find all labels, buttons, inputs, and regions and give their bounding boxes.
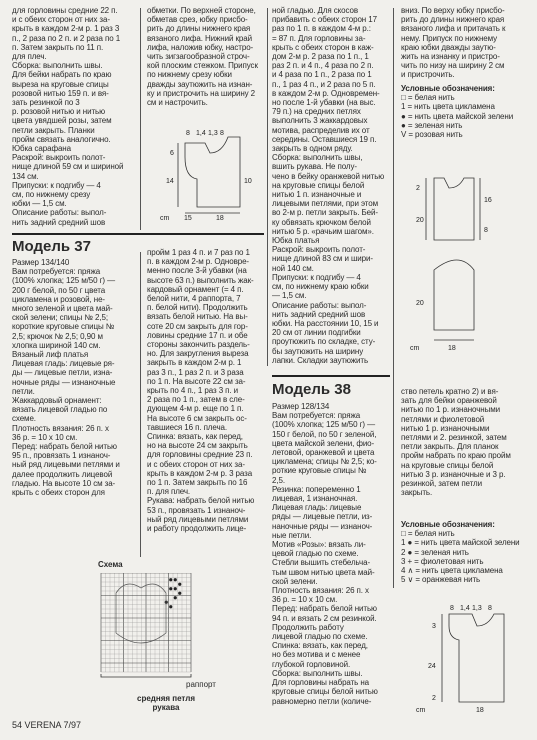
column-1-top [12, 6, 138, 227]
text-line: ные петли. [272, 530, 312, 540]
text-line: пройм набрать по краю пройм [401, 451, 511, 461]
dim-b2: 18 [216, 215, 224, 222]
pattern-diagram-model-38 [404, 604, 532, 716]
text-line: летовой, оранжевой и цвета [272, 448, 375, 458]
text-line: — 1,5 см. [272, 291, 307, 301]
rapport-label: раппорт [186, 680, 216, 689]
chart-dot [174, 578, 177, 581]
text-line: на круговые спицы белой [401, 460, 494, 470]
text-line: петлями и фиолетовой [401, 414, 485, 424]
text-line: Размер 128/134 [272, 402, 330, 411]
model-37-column-1 [12, 258, 138, 497]
text-line: по нижнему срезу юбки [147, 70, 232, 80]
text-line: чено в бейку оранжевой нитью [272, 171, 385, 181]
text-line: 20 см от линии подгибки [272, 328, 361, 338]
chart-dot [169, 578, 172, 581]
dim-h2: 24 [428, 663, 436, 670]
text-line: рить до длины нижнего края [401, 15, 505, 25]
legend-item: 5 ∨ = оранжевая нить [401, 575, 481, 585]
text-line: см и настрочить. [147, 98, 208, 108]
text-line: п., 2 раза по 2 п. и 2 раза по 1 [12, 33, 121, 43]
text-line: Резинка: попеременно 1 [272, 484, 361, 494]
text-line: п. белой нити). Продолжить [147, 303, 248, 313]
text-line: гладью. На высоте 10 см за- [12, 478, 116, 488]
text-line: и пристрочить. [401, 70, 455, 80]
text-line: п. Затем закрыть по 11 п. [12, 42, 104, 52]
dim-cm: cm [410, 345, 420, 352]
dim-h1: 6 [170, 150, 174, 157]
text-line: ство петель кратно 2) и вя- [401, 387, 499, 396]
text-line: Жаккардовый орнамент: [12, 396, 102, 406]
dim-w4: 8 [488, 605, 492, 612]
text-line: бы заутюжить на ширину [272, 346, 364, 356]
text-line: стороны закончить раздель- [147, 340, 250, 350]
text-line: Припуски: к подгибу — 4 [272, 272, 361, 282]
text-line: Для горловины набрать на [272, 678, 370, 688]
text-line: Раскрой: выкроить полот- [12, 153, 106, 163]
text-line: 2,5; крючок № 2,5; 0,90 м [12, 331, 103, 341]
dim-h4: 20 [416, 300, 424, 307]
model-38-column-1 [272, 402, 392, 706]
text-line: крыть по 4 п., 1 раз 3 п. и [147, 386, 239, 396]
chart-dot [174, 596, 177, 599]
column-rule [393, 8, 394, 588]
dim-w2: 1,4 [460, 605, 470, 612]
text-line: крыть с обеих сторон для [12, 488, 105, 498]
legend-model-37 [401, 84, 531, 139]
text-line: 134 см. [12, 171, 39, 181]
text-line: вниз. По верху юбку присбо- [401, 6, 505, 15]
dim-h1: 3 [432, 623, 436, 630]
pattern-body-shape [434, 178, 474, 240]
text-line: середины. Оставшиеся 19 п. [272, 134, 377, 144]
dim-w3: 1,3 [208, 130, 218, 137]
text-line: лицевая, 1 изнаночная. [272, 494, 358, 504]
text-line: крыть в каждом 2-м р. 3 раза [147, 468, 253, 478]
text-line: много зеленой и цвета май- [12, 304, 113, 314]
text-line: и с обеих сторон от них за- [12, 15, 110, 25]
text-line: = 87 п. Для горловины за- [272, 33, 366, 43]
text-line: юбки. На расстоянии 10, 15 и [272, 318, 379, 328]
text-line: Спинка: вязать, как перед, [272, 641, 368, 651]
text-line: Сборка: выполнить швы. [12, 61, 103, 71]
text-line: цвета увядшей розы, затем [12, 116, 112, 126]
text-line: см, по нижнему срезу [12, 190, 91, 200]
text-line: глубокой горловиной. [272, 659, 351, 669]
text-line: вязать белой нитью. На вы- [147, 312, 248, 322]
text-line: хлопка шириной 140 см. [12, 340, 101, 350]
legend-item: 1 ● = нить цвета майской зелени [401, 538, 520, 548]
text-line: нитью 1 р. изнаночными [401, 423, 490, 433]
pattern-shape [449, 614, 504, 702]
text-line: закрыть в каждом 2-м р. 1 [147, 358, 242, 368]
text-line: п. для плеч. [147, 487, 191, 497]
text-line: Продолжить работу [272, 622, 344, 632]
text-line: ный ряд лицевыми петлями и [12, 460, 120, 470]
text-line: лицевой гладью по схеме. [272, 632, 368, 642]
dim-w4: 8 [220, 130, 224, 137]
text-line: тым швом нитью цвета май- [272, 567, 375, 577]
text-line: кой плоским стежком. Припуск [147, 61, 258, 71]
text-line: 2,5. [272, 475, 285, 485]
text-line: раз 2 п. и 4 п., 4 раза по 2 п. [272, 61, 374, 71]
chart-dot [169, 605, 172, 608]
dim-h2: 2 [416, 185, 420, 192]
text-line: но. Для закругления выреза [147, 349, 249, 359]
text-line: 36 р. = 10 x 10 см. [272, 595, 338, 605]
text-line: белой нити, 4 раппорта, 7 [147, 294, 241, 304]
text-line: (100% хлопка; 125 м/50 г) — [12, 276, 115, 286]
text-line: На высоте 6 см закрыть ос- [147, 413, 247, 423]
text-line: раз 3 п., 1 раз 2 п. и 3 раза [147, 367, 244, 377]
text-line: менно после 3-й убавки (на [147, 266, 247, 276]
text-line: для горловины средние 22 п. [12, 6, 118, 15]
column-rule [140, 8, 141, 230]
column-rule [140, 252, 141, 557]
text-line: Плотность вязания: 26 п. x [272, 586, 369, 596]
text-line: и с обеих сторон от них за- [147, 459, 245, 469]
text-line: короткие круговые спицы № [12, 322, 115, 332]
text-line: 2 раза по 1 п., затем в сле- [147, 395, 245, 405]
text-line: и 4 раза по 1 п., 2 раза по 1 [272, 70, 372, 80]
legend-item: 3 + = фиолетовая нить [401, 556, 484, 566]
text-line: ный ряд лицевыми петлями [147, 514, 249, 524]
model-37-title: Модель 37 [12, 238, 91, 255]
text-line: нитью 5 р. «рачьим шагом». [272, 226, 374, 236]
text-line: дважды заутюжить на изнан- [147, 79, 253, 89]
text-line: жить на изнанку и пристро- [401, 52, 500, 62]
pattern-sleeve-shape [434, 260, 474, 330]
text-line: для горловины средние 23 п. [147, 450, 253, 460]
text-line: но без мотива и с менее [272, 650, 361, 660]
pattern-diagram-model-37 [404, 170, 532, 360]
text-line: петли закрыть. Планки [12, 125, 95, 135]
dim-h2: 14 [166, 178, 174, 185]
text-line: ловины средние 17 п. и обе [147, 330, 248, 340]
text-line: пройм связать аналогично. [12, 134, 111, 144]
model-37-column-2 [147, 248, 265, 533]
text-line: нить задний средний шов [12, 217, 106, 227]
dim-h3: 2 [432, 695, 436, 702]
text-line: нитью 1 п. изнаночные и [272, 190, 362, 200]
text-line: рить до длины нижнего края [147, 24, 251, 34]
text-line: зать резинкой по 3 [12, 98, 80, 108]
text-line: цикламена и розовой, не- [12, 294, 105, 304]
text-line: ды — лицевые петли, изна- [12, 368, 113, 378]
model-38-title: Модель 38 [272, 381, 351, 398]
model-37-rule [12, 233, 264, 235]
legend-item: ● = зеленая нить [401, 120, 463, 130]
text-line: Рукава: набрать белой нитью [147, 496, 255, 506]
text-line: и работу продолжить лице- [147, 524, 247, 534]
dim-w1: 18 [448, 345, 456, 352]
text-line: закрыть. [401, 488, 433, 498]
middle-stitch-label: средняя петля рукава [137, 694, 195, 712]
schema-title: Схема [98, 560, 123, 569]
legend-item: 4 ∧ = нить цвета цикламена [401, 566, 503, 576]
text-line: р. розовой нитью и нитью [12, 107, 105, 117]
text-line: Мотив «Розы»: вязать ли- [272, 540, 366, 550]
text-line: петлями и 2. резинкой, затем [401, 433, 507, 443]
text-line: но после 1-й убавки (на выс. [272, 98, 376, 108]
dim-w1: 8 [186, 130, 190, 137]
text-line: в каждом 2-м р. Одновремен- [272, 88, 380, 98]
rapport-bracket [101, 674, 191, 677]
text-line: вшить рукава. Не полу- [272, 162, 357, 172]
column-2-top [147, 6, 265, 107]
text-line: Лицевая гладь: лицевые ря- [12, 359, 115, 369]
page-footer: 54 VERENA 7/97 [12, 720, 82, 730]
dim-b1: 15 [184, 215, 192, 222]
text-line: Вязаный лиф платья [12, 350, 89, 360]
text-line: нище длиной 59 см и шириной [12, 162, 124, 172]
text-line: Размер 134/140 [12, 258, 70, 267]
dim-h3: 16 [484, 197, 492, 204]
text-line: ной гладью. Для скосов [272, 6, 358, 15]
text-line: краю юбки дважды заутю- [401, 42, 496, 52]
text-line: Юбка сарафана [12, 144, 71, 154]
text-line: выреза на круговые спицы [12, 79, 109, 89]
text-line: высоте 63 п.) выполнить жак- [147, 275, 254, 285]
column-rule [267, 8, 268, 366]
text-line: обметки. По верхней стороне, [147, 6, 256, 15]
dim-cm: cm [160, 215, 170, 222]
text-line: ку и пристрочить на ширину 2 [147, 88, 256, 98]
text-line: прибавить с обеих сторон 17 [272, 15, 377, 25]
text-line: нитью 3 р. изнаночные и 3 р. [401, 469, 506, 479]
text-line: мотива, распределив их от [272, 125, 370, 135]
legend-item: ● = нить цвета майской зелени [401, 111, 514, 121]
pattern-shape [185, 137, 240, 207]
text-line: Вам потребуется: пряжа [12, 267, 101, 277]
text-line: ной 140 см. [272, 263, 314, 273]
text-line: Сборка: выполнить швы. [272, 668, 363, 678]
column-3-top [272, 6, 392, 365]
text-line: Лицевая гладь: лицевые [272, 503, 362, 513]
text-line: нить задний средний шов [272, 309, 366, 319]
text-line: обметав срез, юбку присбо- [147, 15, 248, 25]
text-line: пройм 1 раз 4 п. и 7 раз по 1 [147, 248, 250, 257]
text-line: петли закрыть. Для планок [401, 442, 499, 452]
text-line: Плотность вязания: 26 п. x [12, 423, 109, 433]
text-line: во 2-м р. петли закрыть. Бей- [272, 208, 378, 218]
text-line: лапки. Складки заутюжить [272, 355, 369, 365]
model-38-column-2 [401, 387, 531, 497]
text-line: но на высоте 24 см закрыть [147, 441, 248, 451]
text-line: розовой нитью 159 п. и вя- [12, 88, 109, 98]
dim-w2: 1,4 [196, 130, 206, 137]
text-line: ской зелени; спицы № 2,5; [12, 313, 108, 323]
text-line: петли. [12, 386, 35, 396]
text-line: круговые спицы белой нитью [272, 687, 378, 697]
text-line: 79 п.) на средних петлях [272, 107, 361, 117]
text-line: 53 п., провязать 1 изнаноч- [147, 505, 246, 515]
text-line: 150 г белой, по 50 г зеленой, [272, 429, 377, 439]
dim-cm: cm [416, 707, 426, 714]
text-line: соте 20 см закрыть для гор- [147, 321, 248, 331]
text-line: Спинка: вязать, как перед, [147, 432, 243, 442]
text-line: кардовый орнамент (= 4 п. [147, 284, 244, 294]
text-line: Раскрой: выкроить полот- [272, 245, 366, 255]
text-line: зать для бейки оранжевой [401, 396, 497, 406]
text-line: ряды — лицевые петли, из- [272, 512, 373, 522]
text-line: Описание работы: выпол- [272, 300, 367, 310]
text-line: резинкой, затем петли [401, 479, 482, 489]
text-line: Припуски: к подгибу — 4 [12, 180, 101, 190]
text-line: дующем 4-м р. еще по 1 п. [147, 404, 244, 414]
legend-model-38 [401, 520, 531, 584]
chart-dot [178, 592, 181, 595]
dim-w1: 8 [450, 605, 454, 612]
legend-item: □ = белая нить [401, 529, 455, 539]
text-line: по 1 п. Затем закрыть по 16 [147, 478, 248, 488]
chart-dot [169, 587, 172, 590]
text-line: лицевыми петлями, при этом [272, 199, 378, 209]
pattern-diagram-sarafan [150, 127, 265, 222]
text-line: на круговые спицы белой [272, 180, 365, 190]
text-line: 200 г белой, по 50 г цвета [12, 285, 106, 295]
legend-item: 2 ● = зеленая нить [401, 547, 469, 557]
text-line: цвета майской зелени, фио- [272, 438, 375, 448]
legend-item: 1 = нить цвета цикламена [401, 102, 495, 112]
text-line: тавшиеся 16 п. плеча. [147, 422, 227, 432]
text-line: юбки — 1,5 см. [12, 199, 67, 209]
text-line: 95 п., провязать 1 изнаноч- [12, 451, 111, 461]
text-line: наночные ряды — изнаноч- [272, 521, 373, 531]
text-line: п. в каждом 2-м р. Одновре- [147, 257, 249, 267]
text-line: ку обвязать крючком белой [272, 217, 371, 227]
dim-b1: 18 [476, 707, 484, 714]
dim-h5: 8 [484, 227, 488, 234]
legend-title: Условные обозначения: [401, 84, 495, 93]
text-line: схеме. [12, 414, 36, 424]
text-line: Перед: набрать белой нитью [272, 604, 377, 614]
text-line: чить зигзагообразной строч- [147, 52, 250, 62]
dim-h3: 10 [244, 178, 252, 185]
text-line: Для бейки набрать по краю [12, 70, 112, 80]
text-line: вязаного лифа. Нижний край [147, 33, 252, 43]
text-line: 36 р. = 10 x 10 см. [12, 432, 78, 442]
text-line: вязаного лифа и притачать к [401, 24, 506, 34]
dim-h1: 20 [416, 217, 424, 224]
text-line: раз по 1 п. в каждом 4-м р.: [272, 24, 371, 34]
text-line: выполнить 3 жаккардовых [272, 116, 368, 126]
text-line: проутюжить по складке, сту- [272, 337, 376, 347]
text-line: (100% хлопка; 125 м/50 г) — [272, 420, 375, 430]
text-line: цикламена; спицы № 2,5; ко- [272, 457, 377, 467]
text-line: Описание работы: выпол- [12, 208, 107, 218]
model-38-rule [272, 375, 390, 377]
legend-item: V = розовая нить [401, 130, 463, 140]
knitting-chart [96, 573, 196, 681]
text-line: нитью по 1 р. изнаночными [401, 405, 501, 415]
dim-w3: 1,3 [472, 605, 482, 612]
text-line: цевой гладью по схеме. [272, 549, 359, 559]
text-line: закрыть в одном ряду. [272, 144, 353, 154]
legend-title: Условные обозначения: [401, 520, 495, 529]
text-line: Стебли вышить стебельча- [272, 558, 371, 568]
text-line: для плеч. [12, 52, 47, 62]
text-line: равномерно петли (количе- [272, 696, 372, 706]
text-line: 94 п. и вязать 2 см резинкой. [272, 613, 377, 623]
text-line: нище длиной 83 см и шири- [272, 254, 373, 264]
legend-item: □ = белая нить [401, 93, 455, 103]
text-line: лифа, наложив юбку, настро- [147, 42, 254, 52]
text-line: ской зелени. [272, 576, 318, 586]
column-4-top [401, 6, 531, 80]
text-line: крыть с обеих сторон в каж- [272, 42, 374, 52]
text-line: п., 1 раз 4 п., и 2 раза по 5 п. [272, 79, 376, 89]
text-line: далее продолжить лицевой [12, 469, 113, 479]
text-line: вязать лицевой гладью по [12, 405, 108, 415]
text-line: крыть в каждом 2-м р. 1 раз 3 [12, 24, 120, 34]
text-line: по 1 п. На высоте 22 см за- [147, 376, 246, 386]
text-line: Юбка платья [272, 236, 320, 246]
text-line: нему. Припуск по нижнему [401, 33, 498, 43]
text-line: Сборка: выполнить швы, [272, 153, 363, 163]
text-line: дом 2-м р. 2 раза по 1 п., 1 [272, 52, 369, 62]
text-line: см, по нижнему краю юбки [272, 282, 369, 292]
text-line: ночные ряды — изнаночные [12, 377, 116, 387]
chart-dot [178, 583, 181, 586]
text-line: Перед: набрать белой нитью [12, 442, 117, 452]
text-line: Вам потребуется: пряжа [272, 411, 361, 421]
text-line: роткие круговые спицы № [272, 466, 367, 476]
text-line: чить по низу на ширину 2 см [401, 61, 505, 71]
chart-dot [174, 587, 177, 590]
